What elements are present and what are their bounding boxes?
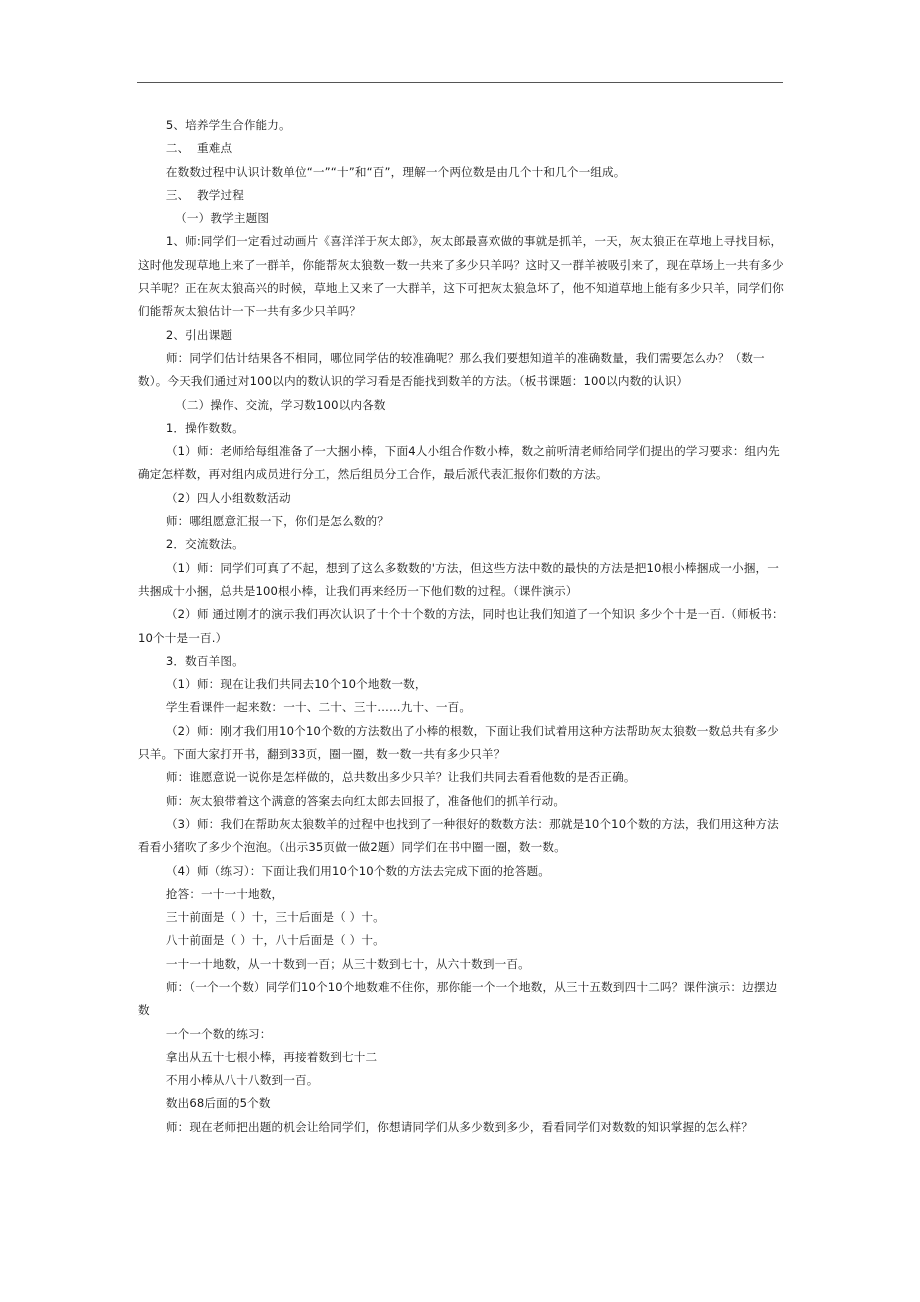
paragraph: 三十前面是（ ）十，三十后面是（ ）十。 [165, 910, 385, 925]
paragraph: （1）师：同学们可真了不起，想到了这么多数数的'方法，但这些方法中数的最快的方法是把10根小棒捆成一小捆，一共捆成十小捆，总共是100根小棒，让我们再来经历一下他们数的过程。（课件演示） [138, 560, 779, 598]
paragraph: 师：现在老师把出题的机会让给同学们，你想请同学们从多少数到多少，看看同学们对数数的知识掌握的怎么样？ [165, 1119, 754, 1134]
paragraph: 八十前面是（ ）十，八十后面是（ ）十。 [165, 933, 385, 948]
paragraph: 3．数百羊图。 [165, 653, 244, 668]
paragraph: 2．交流数法。 [165, 537, 244, 552]
paragraph: （2）师 通过刚才的演示我们再次认识了十个十个数的方法，同时也让我们知道了一个知识 多少个十是一百.（师板书：10个十是一百.） [138, 607, 784, 645]
paragraph: 三、 教学过程 [165, 187, 244, 202]
paragraph: 一个一个数的练习： [165, 1026, 272, 1041]
paragraph: （2）四人小组数数活动 [165, 490, 291, 505]
paragraph: 数出68后面的5个数 [165, 1096, 271, 1111]
paragraph: 二、 重难点 [165, 141, 233, 156]
paragraph: 学生看课件一起来数：一十、二十、三十……九十、一百。 [165, 700, 472, 715]
paragraph: 在数数过程中认识计数单位“一”“十”和“百”，理解一个两位数是由几个十和几个一组成。 [165, 164, 626, 179]
paragraph: （3）师：我们在帮助灰太狼数羊的过程中也找到了一种很好的数数方法：那就是10个10个数的方法，我们用这种方法看看小猪吹了多少个泡泡。（出示35页做一做2题）同学们在书中圈一圈，数一数。 [138, 816, 779, 855]
paragraph: （二）操作、交流，学习数100以内各数 [175, 397, 386, 412]
paragraph: （1）师：现在让我们共同去10个10个地数一数， [165, 677, 427, 692]
header-rule [137, 82, 783, 83]
paragraph: 5、培养学生合作能力。 [165, 118, 291, 132]
paragraph: 师：谁愿意说一说你是怎样做的，总共数出多少只羊？让我们共同去看看他数的是否正确。 [165, 770, 636, 785]
paragraph: （一）教学主题图 [175, 211, 270, 226]
paragraph: （4）师（练习）：下面让我们用10个10个数的方法去完成下面的抢答题。 [165, 863, 550, 878]
paragraph: 1、师:同学们一定看过动画片《喜洋洋于灰太郎》，灰太郎最喜欢做的事就是抓羊，一天，灰太狼正在草地上寻找目标，这时他发现草地上来了一群羊，你能帮灰太狼数一数一共来了多少只羊吗？这时又一群羊被吸引来了，现在草场上一共有多少只羊呢？正在灰太狼高兴的时候，草地上又来了一大群羊，这下可把灰太狼急坏了，他不知道草地上能有多少只羊，同学们你们能帮灰太狼估计一下一共有多少只羊吗？ [138, 234, 784, 319]
paragraph: 不用小棒从八十八数到一百。 [165, 1073, 319, 1088]
paragraph: 师：哪组愿意汇报一下，你们是怎么数的？ [165, 514, 389, 529]
paragraph: （2）师：刚才我们用10个10个数的方法数出了小棒的根数，下面让我们试着用这种方法帮助灰太狼数一数总共有多少只羊。下面大家打开书，翻到33页，圈一圈，数一数一共有多少只羊？ [138, 723, 779, 762]
paragraph: 师：同学们估计结果各不相同，哪位同学估的较准确呢？那么我们要想知道羊的准确数量，我们需要怎么办？（数一数）。今天我们通过对100以内的数认识的学习看是否能找到数羊的方法。（板书课题：100以内数的认识） [138, 350, 765, 389]
paragraph: 一十一十地数，从一十数到一百；从三十数到七十，从六十数到一百。 [165, 956, 530, 971]
document-body [138, 114, 788, 1139]
paragraph: 师：灰太狼带着这个满意的答案去向红太郎去回报了，准备他们的抓羊行动。 [165, 793, 566, 808]
paragraph: 2、引出课题 [165, 327, 233, 342]
paragraph: 师：（一个一个数）同学们10个10个地数难不住你，那你能一个一个地数，从三十五数到四十二吗？课件演示：边摆边数 [138, 979, 778, 1018]
paragraph: 1．操作数数。 [165, 420, 244, 435]
paragraph: （1）师：老师给每组准备了一大捆小棒，下面4人小组合作数小棒，数之前听清老师给同学们提出的学习要求：组内先确定怎样数，再对组内成员进行分工，然后组员分工合作，最后派代表汇报你们数的方法。 [138, 444, 780, 482]
paragraph: 拿出从五十七根小棒，再接着数到七十二 [165, 1049, 378, 1064]
paragraph: 抢答：一十一十地数， [165, 886, 284, 901]
